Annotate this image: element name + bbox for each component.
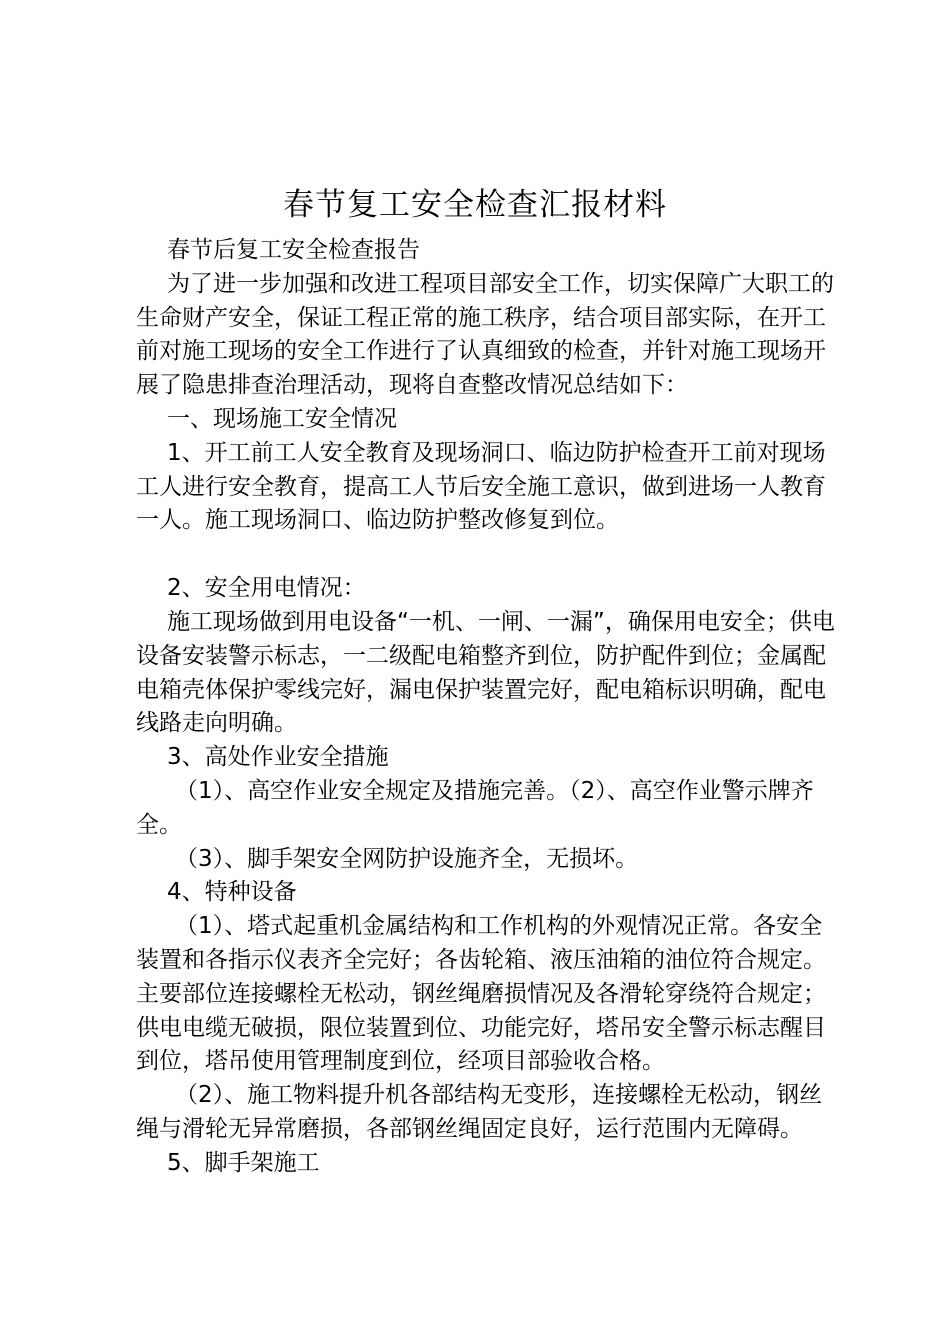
item-heading-3: 3、高处作业安全措施 — [167, 744, 389, 771]
item-paragraph-3-2: （3）、脚手架安全网防护设施齐全，无损坏。 — [175, 845, 639, 872]
document-body — [136, 234, 836, 1181]
item-heading-2: 2、安全用电情况： — [167, 575, 366, 602]
item-paragraph-1: 1、开工前工人安全教育及现场洞口、临边防护检查开工前对现场工人进行安全教育，提高工人节后安全施工意识，做到进场一人教育一人。施工现场洞口、临边防护整改修复到位。 — [136, 439, 826, 534]
item-paragraph-3-1: （1）、高空作业安全规定及措施完善。（2）、高空作业警示牌齐全。 — [136, 777, 814, 838]
document-title: 春节复工安全检查汇报材料 — [283, 187, 667, 223]
item-heading-4: 4、特种设备 — [167, 879, 297, 906]
item-paragraph-4-1: （1）、塔式起重机金属结构和工作机构的外观情况正常。各安全装置和各指示仪表齐全完好；各齿轮箱、液压油箱的油位符合规定。主要部位连接螺栓无松动，钢丝绳磨损情况及各滑轮穿绕符合规定；供电电缆无破损，限位装置到位、功能完好，塔吊安全警示标志醒目到位，塔吊使用管理制度到位，经项目部验收合格。 — [136, 913, 826, 1075]
item-paragraph-2: 施工现场做到用电设备“一机、一闸、一漏”，确保用电安全；供电设备安装警示标志，一二级配电箱整齐到位，防护配件到位；金属配电箱壳体保护零线完好，漏电保护装置完好，配电箱标识明确，配电线路走向明确。 — [136, 608, 835, 737]
item-heading-5: 5、脚手架施工 — [167, 1149, 320, 1176]
section-heading-1: 一、现场施工安全情况 — [167, 405, 397, 432]
paragraph-spacer — [136, 538, 836, 572]
intro-paragraph: 为了进一步加强和改进工程项目部安全工作，切实保障广大职工的生命财产安全，保证工程正常的施工秩序，结合项目部实际，在开工前对施工现场的安全工作进行了认真细致的检查，并针对施工现场开展了隐患排查治理活动，现将自查整改情况总结如下： — [136, 270, 834, 399]
report-subtitle: 春节后复工安全检查报告 — [167, 237, 420, 263]
item-paragraph-4-2: （2）、施工物料提升机各部结构无变形，连接螺栓无松动，钢丝绳与滑轮无异常磨损，各部钢丝绳固定良好，运行范围内无障碍。 — [136, 1082, 823, 1142]
